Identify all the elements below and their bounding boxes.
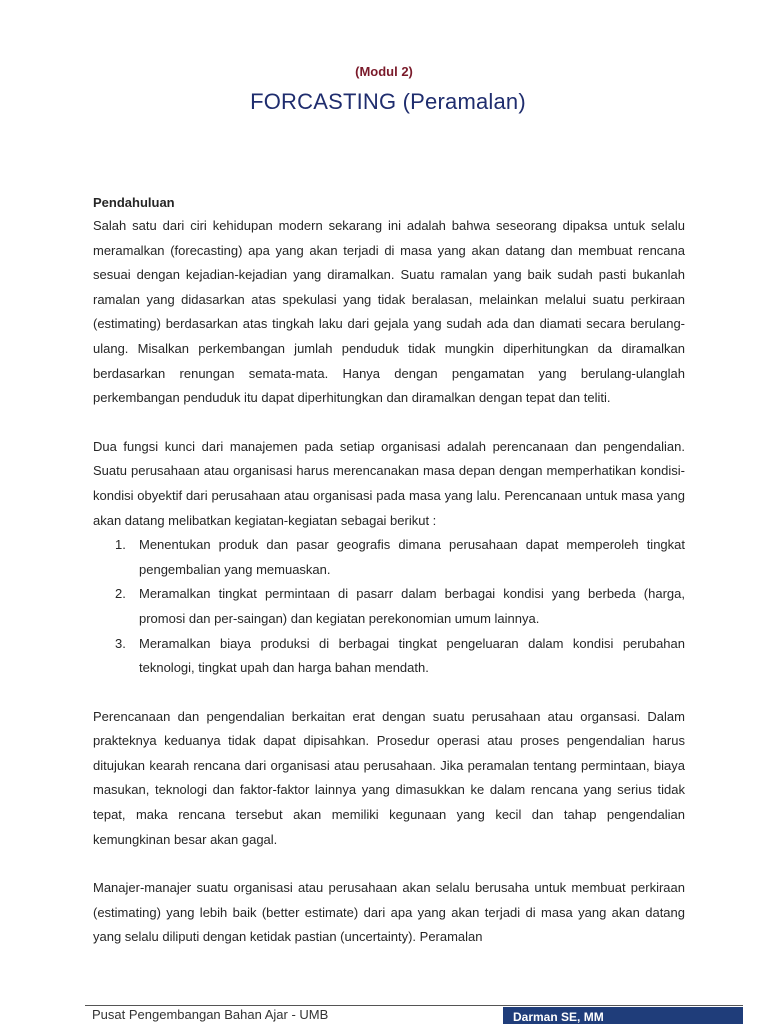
footer-publisher: Pusat Pengembangan Bahan Ajar - UMB <box>92 1007 329 1022</box>
list-item-text: Meramalkan biaya produksi di berbagai tingkat pengeluaran dalam kondisi perubahan teknologi, tingkat upah dan harga bahan mendath. <box>139 635 685 676</box>
page-title: FORCASTING (Peramalan) <box>250 89 526 114</box>
list-item-text: Menentukan produk dan pasar geografis dimana perusahaan dapat memperoleh tingkat pengembalian yang memuaskan. <box>139 537 685 577</box>
document-body <box>93 194 685 950</box>
footer-author: Darman SE, MM <box>513 1010 604 1024</box>
list-item-number: 3. <box>115 635 126 651</box>
list-item-number: 2. <box>115 586 126 602</box>
section-heading: Pendahuluan <box>93 195 175 210</box>
module-label: (Modul 2) <box>355 64 413 79</box>
footer-divider <box>85 1005 743 1006</box>
list-item <box>115 533 685 582</box>
paragraph-intro: Salah satu dari ciri kehidupan modern sekarang ini adalah bahwa seseorang dipaksa untuk selalu meramalkan (forecasting) apa yang akan terjadi di masa yang akan datang dan membuat rencana sesuai dengan kejadian-kejadian yang diramalkan. Suatu ramalan yang baik sudah pasti bukanlah ramalan yang didasarkan atas spekulasi yang tidak beralasan, melainkan melalui suatu perkiraan (estimating) berdasarkan atas tingkah laku dari gejala yang sudah ada dan diamati secara berulang-ulang. Misalkan perkembangan jumlah penduduk tidak mungkin diperhitungkan da diramalkan berdasarkan renungan semata-mata. Hanya dengan pengamatan yang berulang-ulanglah perkembangan penduduk itu dapat diperhitungkan dan diramalkan dengan tepat dan teliti. <box>93 218 685 406</box>
list-item-text: Meramalkan tingkat permintaan di pasarr dalam berbagai kondisi yang berbeda (harga, promosi dan per-saingan) dan kegiatan perekonomian umum lainnya. <box>139 586 685 626</box>
paragraph-planning-control: Perencanaan dan pengendalian berkaitan erat dengan suatu perusahaan atau organsasi. Dalam prakteknya keduanya tidak dapat dipisahkan. Prosedur operasi atau proses pengendalian harus ditujukan kearah rencana dari organisasi atau perusahaan. Jika peramalan tentang permintaan, biaya masukan, teknologi dan faktor-faktor lainnya yang dimasukkan ke dalam rencana yang serius tidak tepat, maka rencana tersebut akan memiliki kegunaan yang kecil dan tahap pengendalian kemungkinan besar akan gagal. <box>93 708 685 847</box>
paragraph-managers: Manajer-manajer suatu organisasi atau perusahaan akan selalu berusaha untuk membuat perkiraan (estimating) yang lebih baik (better estimate) dari apa yang akan terjadi di masa yang akan datang yang selalu diliputi dengan ketidak pastian (uncertainty). Peramalan <box>93 880 685 945</box>
footer-author-band <box>503 1007 743 1024</box>
list-item-number: 1. <box>115 537 126 553</box>
paragraph-spacer <box>93 852 685 876</box>
paragraph-spacer <box>93 681 685 705</box>
paragraph-management-functions: Dua fungsi kunci dari manajemen pada setiap organisasi adalah perencanaan dan pengendalian. Suatu perusahaan atau organisasi harus merencanakan masa depan dengan memperhatikan kondisi-kondisi obyektif dari perusahaan atau organisasi pada masa yang lalu. Perencanaan untuk masa yang akan datang melibatkan kegiatan-kegiatan sebagai berikut : <box>93 438 685 528</box>
paragraph-spacer <box>93 411 685 435</box>
list-item <box>115 582 685 631</box>
list-item <box>115 632 685 681</box>
planning-activities-list <box>93 533 685 681</box>
